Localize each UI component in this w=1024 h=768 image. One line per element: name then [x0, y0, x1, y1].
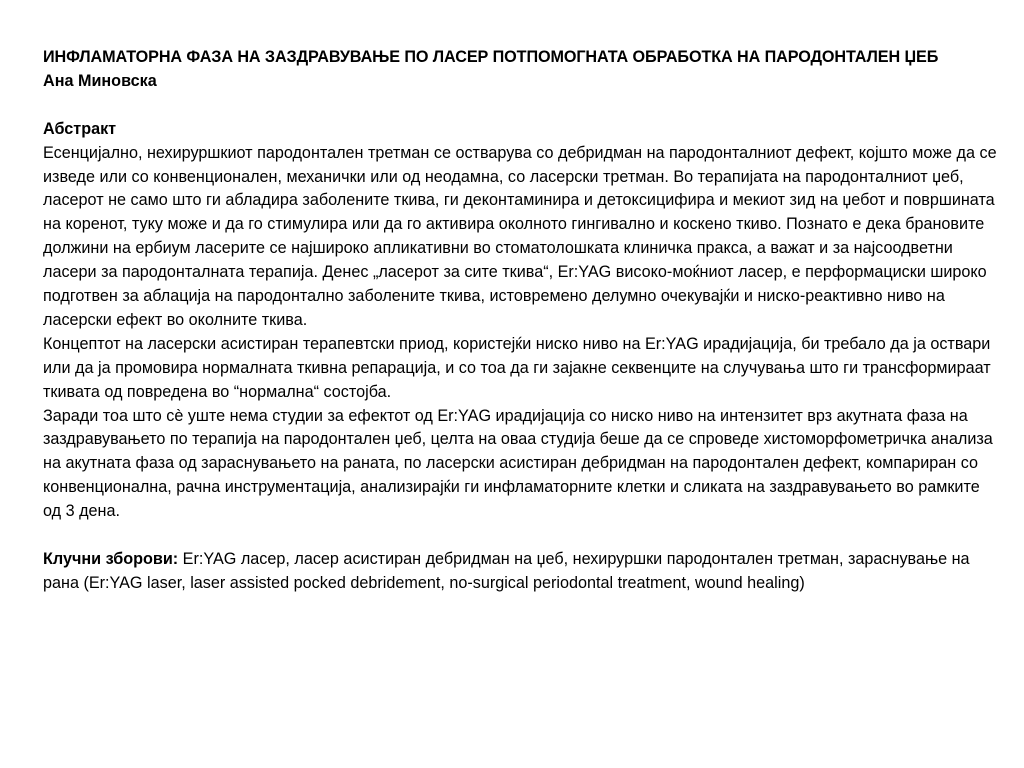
- spacer: [43, 94, 1001, 118]
- abstract-paragraph: Заради тоа што сè уште нема студии за ефектот од Er:YAG ирадијација со ниско ниво на интензитет врз акутната фаза на заздравувањето по терапија на пародонтален џеб, целта на оваа студија беше да се спроведе хистоморфометричка анализа на акутната фаза од зараснувањето на раната, по ласерски асистиран дебридман на пародонтален дефект, компариран со конвенционална, рачна инструментација, анализирајќи ги инфламаторните клетки и сликата на заздравувањето во рамките од 3 дена.: [43, 406, 993, 521]
- abstract-paragraph: Есенцијално, нехируршкиот пародонтален третман се остварува со дебридман на пародонталниот дефект, којшто може да се изведе или со конвенционален, механички или од неодамна, со ласерски третман. Во терапијата на пародонталниот џеб, ласерот не само што ги абладира заболените ткива, ги деконтаминира и детоксицифира и мекиот зид на џебот и површината на коренот, туку може и да го стимулира или да го активира околното гингивално и коскено ткиво. Познато е дека брановите должини на ербиум ласерите се најшироко апликативни во стоматолошката клиничка пракса, а важат и за најсоодветни ласери за пародонталната терапија. Денес „ласерот за сите ткива“, Er:YAG високо-моќниот ласер, е перформациски широко подготвен за аблација на пародонтално заболените ткива, истовремено делумно очекувајќи и ниско-реактивно ниво на ласерски ефект во околните ткива.: [43, 143, 997, 329]
- document-title: ИНФЛАМАТОРНА ФАЗА НА ЗАЗДРАВУВАЊЕ ПО ЛАСЕР ПОТПОМОГНАТА ОБРАБОТКА НА ПАРОДОНТАЛЕН ЏЕБ: [43, 48, 939, 66]
- spacer: [43, 524, 1001, 548]
- author-name: Ана Миновска: [43, 71, 157, 90]
- keywords-paragraph: [43, 548, 1001, 596]
- document-page: [43, 46, 1001, 596]
- abstract-heading: Абстракт: [43, 119, 117, 138]
- keywords-text: Er:YAG ласер, ласер асистиран дебридман на џеб, нехируршки пародонтален третман, зараснување на рана (Er:YAG laser, laser assisted pocked debridement, no-surgical periodontal treatment, wound healing): [43, 550, 970, 592]
- abstract-paragraph: Концептот на ласерски асистиран терапевтски приод, користејќи ниско ниво на Er:YAG ирадијација, би требало да ја оствари или да ја промовира нормалната ткивна репарација, и со тоа да ги зајакне секвенците на случувања што ги трансформираат ткивата од повредена во “нормална“ состојба.: [43, 334, 991, 401]
- keywords-label: Клучни зборови:: [43, 550, 179, 568]
